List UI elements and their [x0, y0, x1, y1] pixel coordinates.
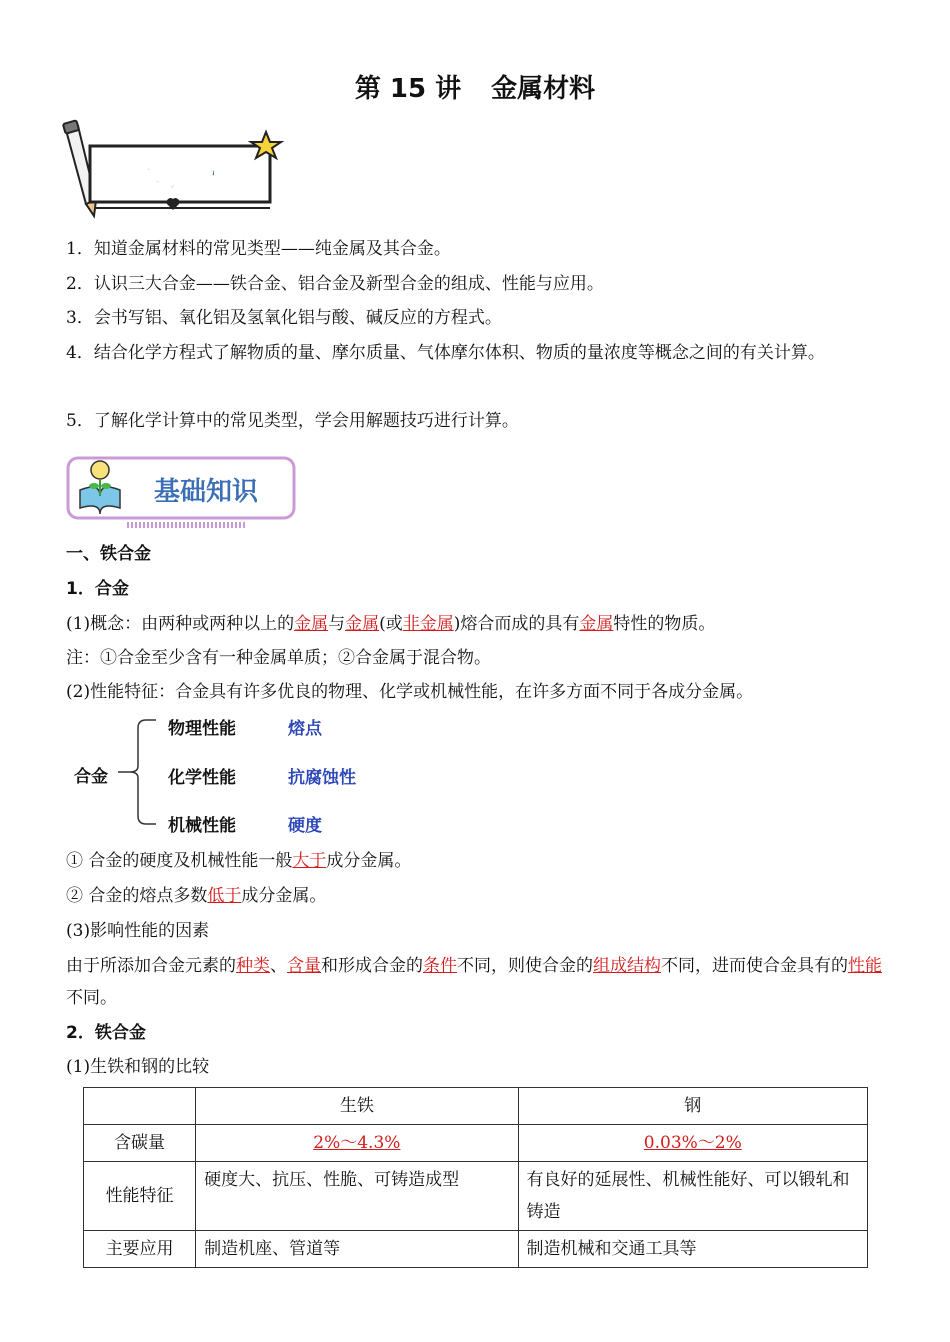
- table-row: [84, 1162, 868, 1231]
- table-cell: 有良好的延展性、机械性能好、可以锻轧和铸造: [518, 1162, 867, 1231]
- page-title: [0, 68, 950, 105]
- subheading-iron-alloy: 2．铁合金: [66, 1023, 146, 1043]
- table-cell: 制造机械和交通工具等: [518, 1231, 867, 1268]
- diagram-value-hardness: 硬度: [288, 816, 322, 836]
- subheading-alloy: 1．合金: [66, 579, 129, 599]
- table-cell: 性能特征: [84, 1162, 196, 1231]
- table-header-cell: [84, 1088, 196, 1125]
- table-cell: 主要应用: [84, 1231, 196, 1268]
- diagram-label-chemical: 化学性能: [168, 768, 236, 788]
- section-heading-iron-alloy: 一、铁合金: [66, 544, 151, 564]
- table-header-row: [84, 1088, 868, 1125]
- goal-item-4: 4．结合化学方程式了解物质的量、摩尔质量、气体摩尔体积、物质的量浓度等概念之间的有关计算。: [66, 343, 825, 363]
- table-cell: 2%～4.3%: [196, 1125, 518, 1162]
- goal-item-2: 2．认识三大合金——铁合金、铝合金及新型合金的组成、性能与应用。: [66, 274, 604, 294]
- table-row: [84, 1231, 868, 1268]
- basic-knowledge-banner: [66, 456, 302, 530]
- title-lecture: 第 15 讲: [354, 74, 462, 104]
- note-paragraph: 注：①合金至少含有一种金属单质；②合金属于混合物。: [66, 648, 491, 668]
- diagram-label-physical: 物理性能: [168, 719, 236, 739]
- diagram-value-melting-point: 熔点: [288, 719, 322, 739]
- iron-steel-comparison-table: [83, 1087, 868, 1268]
- alloy-properties-diagram: [66, 706, 466, 836]
- svg-text:基础知识: 基础知识: [153, 477, 259, 507]
- point-hardness: ① 合金的硬度及机械性能一般大于成分金属。: [66, 851, 412, 871]
- learning-goals-banner: [60, 118, 290, 220]
- factors-title: (3)影响性能的因素: [66, 921, 210, 941]
- table-cell: 制造机座、管道等: [196, 1231, 518, 1268]
- factors-paragraph: 由于所添加合金元素的种类、含量和形成合金的条件不同，则使合金的组成结构不同，进而使合金具有的性能不同。: [66, 956, 882, 1008]
- brace-lines: [66, 706, 466, 836]
- point-melting: ② 合金的熔点多数低于成分金属。: [66, 886, 327, 906]
- svg-text:学习目标: 学习目标: [123, 160, 237, 193]
- table-header-cell: 钢: [518, 1088, 867, 1125]
- goal-item-1: 1．知道金属材料的常见类型——纯金属及其合金。: [66, 239, 451, 259]
- table-cell: 含碳量: [84, 1125, 196, 1162]
- table-row: [84, 1125, 868, 1162]
- table-cell: 0.03%～2%: [518, 1125, 867, 1162]
- table-cell: 硬度大、抗压、性脆、可铸造成型: [196, 1162, 518, 1231]
- goal-item-5: 5．了解化学计算中的常见类型，学会用解题技巧进行计算。: [66, 411, 519, 431]
- table-header-cell: 生铁: [196, 1088, 518, 1125]
- goal-item-3: 3．会书写铝、氧化铝及氢氧化铝与酸、碱反应的方程式。: [66, 308, 502, 328]
- title-topic: 金属材料: [491, 74, 596, 104]
- diagram-label-mechanical: 机械性能: [168, 816, 236, 836]
- features-paragraph: (2)性能特征：合金具有许多优良的物理、化学或机械性能，在许多方面不同于各成分金属。: [66, 682, 754, 702]
- compare-title: (1)生铁和钢的比较: [66, 1057, 210, 1077]
- diagram-value-corrosion: 抗腐蚀性: [288, 768, 356, 788]
- concept-paragraph: (1)概念：由两种或两种以上的金属与金属(或非金属)熔合而成的具有金属特性的物质。: [66, 614, 716, 634]
- diagram-root: 合金: [74, 767, 108, 787]
